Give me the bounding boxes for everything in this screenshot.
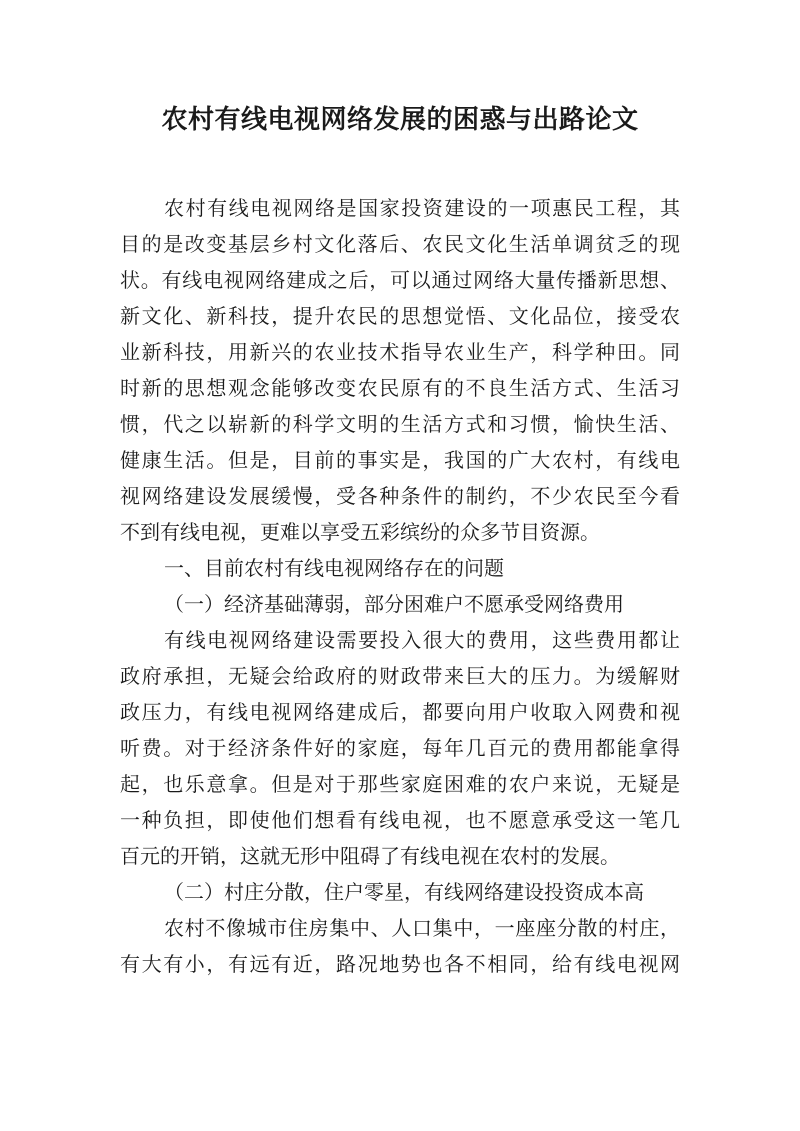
paragraph-line: 视网络建设发展缓慢，受各种条件的制约，不少农民至今看 bbox=[120, 484, 680, 508]
paragraph-line: 新文化、新科技，提升农民的思想觉悟、文化品位，接受农 bbox=[120, 304, 680, 328]
paragraph-line: 时新的思想观念能够改变农民原有的不良生活方式、生活习 bbox=[120, 376, 680, 400]
paragraph-line: 健康生活。但是，目前的事实是，我国的广大农村，有线电 bbox=[120, 448, 680, 472]
paragraph-line: 有大有小，有远有近，路况地势也各不相同，给有线电视网 bbox=[120, 952, 680, 976]
document-title: 农村有线电视网络发展的困惑与出路论文 bbox=[161, 105, 639, 135]
paragraph-line: 一种负担，即使他们想看有线电视，也不愿意承受这一笔几 bbox=[120, 808, 680, 832]
paragraph-line: 状。有线电视网络建成之后，可以通过网络大量传播新思想、 bbox=[120, 268, 680, 292]
paragraph-line: 政府承担，无疑会给政府的财政带来巨大的压力。为缓解财 bbox=[120, 664, 680, 688]
paragraph-line: 听费。对于经济条件好的家庭，每年几百元的费用都能拿得 bbox=[120, 736, 680, 760]
subsection-heading: （二）村庄分散，住户零星，有线网络建设投资成本高 bbox=[164, 880, 644, 904]
paragraph-line: 农村不像城市住房集中、人口集中，一座座分散的村庄， bbox=[164, 916, 680, 940]
paragraph-line: 目的是改变基层乡村文化落后、农民文化生活单调贫乏的现 bbox=[120, 232, 680, 256]
section-heading: 一、目前农村有线电视网络存在的问题 bbox=[164, 556, 504, 580]
paragraph-line: 惯，代之以崭新的科学文明的生活方式和习惯，愉快生活、 bbox=[120, 412, 680, 436]
paragraph-line: 政压力，有线电视网络建成后，都要向用户收取入网费和视 bbox=[120, 700, 680, 724]
subsection-heading: （一）经济基础薄弱，部分困难户不愿承受网络费用 bbox=[164, 592, 624, 616]
paragraph-line: 百元的开销，这就无形中阻碍了有线电视在农村的发展。 bbox=[120, 844, 620, 868]
paragraph-line: 农村有线电视网络是国家投资建设的一项惠民工程，其 bbox=[164, 196, 680, 220]
paragraph-line: 有线电视网络建设需要投入很大的费用，这些费用都让 bbox=[164, 628, 680, 652]
paragraph-line: 业新科技，用新兴的农业技术指导农业生产，科学种田。同 bbox=[120, 340, 680, 364]
paragraph-line: 不到有线电视，更难以享受五彩缤纷的众多节目资源。 bbox=[120, 520, 600, 544]
paragraph-line: 起，也乐意拿。但是对于那些家庭困难的农户来说，无疑是 bbox=[120, 772, 680, 796]
